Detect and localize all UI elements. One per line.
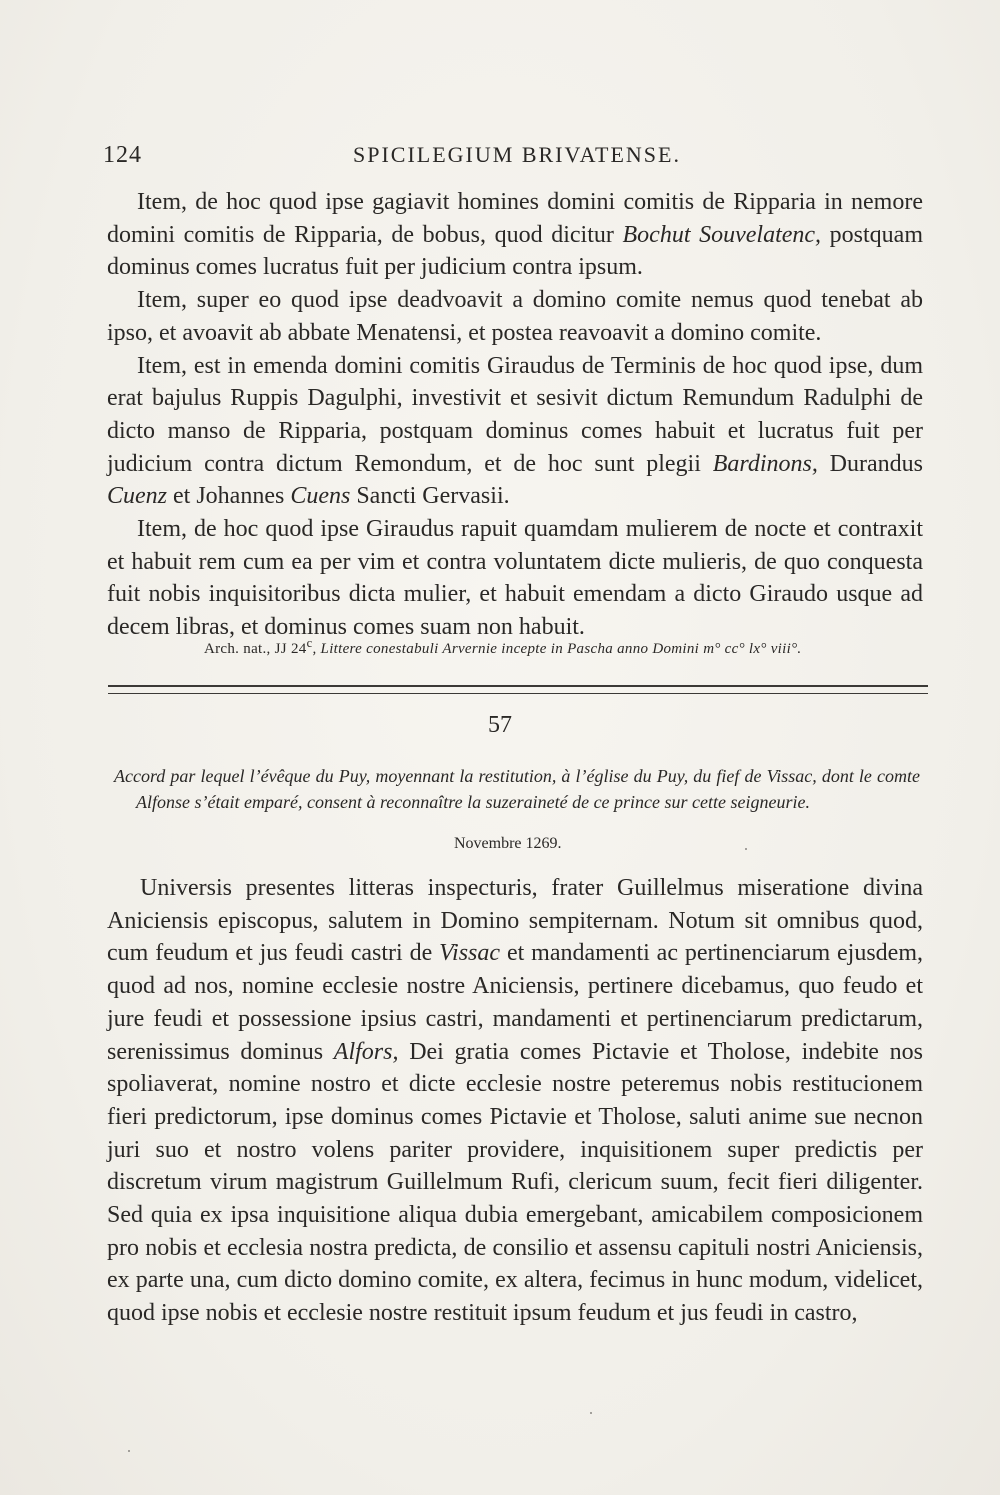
paragraph xyxy=(107,872,923,1330)
text-run: Item, est in emenda domini comitis Giraudus de Terminis de hoc quod ipse, dum erat bajulus Ruppis Dagulphi, investivit et sesivit dictum Remundum Radulphi de dicto manso de Ripparia, postquam dominus comes habuit et lucratus fuit per judicium contra dictum Remondum, et de hoc sunt plegii xyxy=(107,352,923,477)
inquest-items xyxy=(107,186,923,644)
italic-name: Alfors, xyxy=(333,1038,399,1065)
italic-name: Cuens xyxy=(290,483,351,510)
page-header xyxy=(103,142,928,182)
document-summary xyxy=(114,763,920,815)
text-run: Dei gratia comes Pictavie et Tholose, indebite nos spoliaverat, nomine nostro et dicte ecclesie nostre peteremus nobis restitucionem fieri predictorum, ipse dominus comes Pictavie et Tholose, saluti anime sue necnon juri suo et nostro volens pariter providere, inquisitionem super predictis per discretum virum magistrum Guillelmum Rufi, clericum suum, fecit fieri diligenter. Sed quia ex ipsa inquisitione aliqua dubia emergebant, amicabilem composicionem pro nobis et ecclesia nostra predicta, de consilio et assensu capituli nostri Aniciensis, ex parte una, cum dicto domino comite, ex altera, fecimus in hunc modum, videlicet, quod ipse nobis et ecclesie nostre restituit ipsum feudum et jus feudi in castro, xyxy=(107,1038,923,1327)
source-title: , Littere conestabuli Arvernie incepte in Pascha anno Domini m° cc° lx° viii°. xyxy=(312,641,802,657)
italic-name: Cuenz xyxy=(107,483,167,510)
text-run: Sancti Gervasii. xyxy=(350,483,510,510)
document-date: Novembre 1269. xyxy=(454,835,562,852)
paragraph xyxy=(107,186,923,284)
source-reference: Arch. nat., JJ 24 xyxy=(204,641,307,657)
running-title: SPICILEGIUM BRIVATENSE. xyxy=(353,142,681,167)
italic-name: Bochut Souvelatenc, xyxy=(622,221,822,248)
text-run: et mandamenti ac pertinenciarum ejusdem, quod ad nos, nomine ecclesie nostre Aniciensis, pertinere dicebamus, quo feudo et jure feudi et possessione ipsius castri, mandamenti et pertinenciarum predictarum, serenissimus dominus xyxy=(107,940,924,1065)
paper-speck xyxy=(128,1450,130,1452)
page-number: 124 xyxy=(103,142,142,168)
paragraph xyxy=(107,350,923,514)
text-run: Universis presentes litteras inspecturis, frater Guillelmus miseratione divina Aniciensis episcopus, salutem in Domino sempiternam. Notum sit omnibus quod, cum feudum et jus feudi castri de xyxy=(107,875,923,967)
paper-speck xyxy=(590,1412,592,1414)
paragraph xyxy=(107,513,923,644)
text-run: Item, de hoc quod ipse gagiavit homines domini comitis de Ripparia in nemore domini comitis de Ripparia, de bobus, quod dicitur xyxy=(107,189,923,248)
charter-text xyxy=(107,872,923,1330)
document-number: 57 xyxy=(488,712,512,738)
italic-name: Vissac xyxy=(439,940,501,967)
text-run: Durandus xyxy=(817,450,923,477)
text-run: postquam dominus comes lucratus fuit per judicium contra ipsum. xyxy=(107,221,924,281)
paragraph xyxy=(107,284,923,349)
text-run: Item, de hoc quod ipse Giraudus rapuit quamdam mulierem de nocte et contraxit et habuit rem cum ea per vim et contra voluntatem dicte mulieris, de quo conquesta fuit nobis inquisitoribus dicta mulier, et habuit emendam a dicto Giraudo usque ad decem libras, et dominus comes suam non habuit. xyxy=(107,516,923,641)
text-run: et Johannes xyxy=(167,483,291,510)
summary-text: Accord par lequel l’évêque du Puy, moyennant la restitution, à l’église du Puy, du fief de Vissac, dont le comte Alfonse s’était emparé, consent à reconnaître la suzeraineté de ce prince sur cette seigneurie. xyxy=(114,766,920,812)
source-superscript: c xyxy=(306,636,313,650)
section-divider xyxy=(108,685,928,694)
text-run: Item, super eo quod ipse deadvoavit a domino comite nemus quod tenebat ab ipso, et avoavit ab abbate Menatensi, et postea reavoavit a domino comite. xyxy=(107,287,923,346)
archive-source-note xyxy=(204,636,904,658)
paper-speck xyxy=(745,848,747,850)
italic-name: Bardinons, xyxy=(712,450,818,477)
